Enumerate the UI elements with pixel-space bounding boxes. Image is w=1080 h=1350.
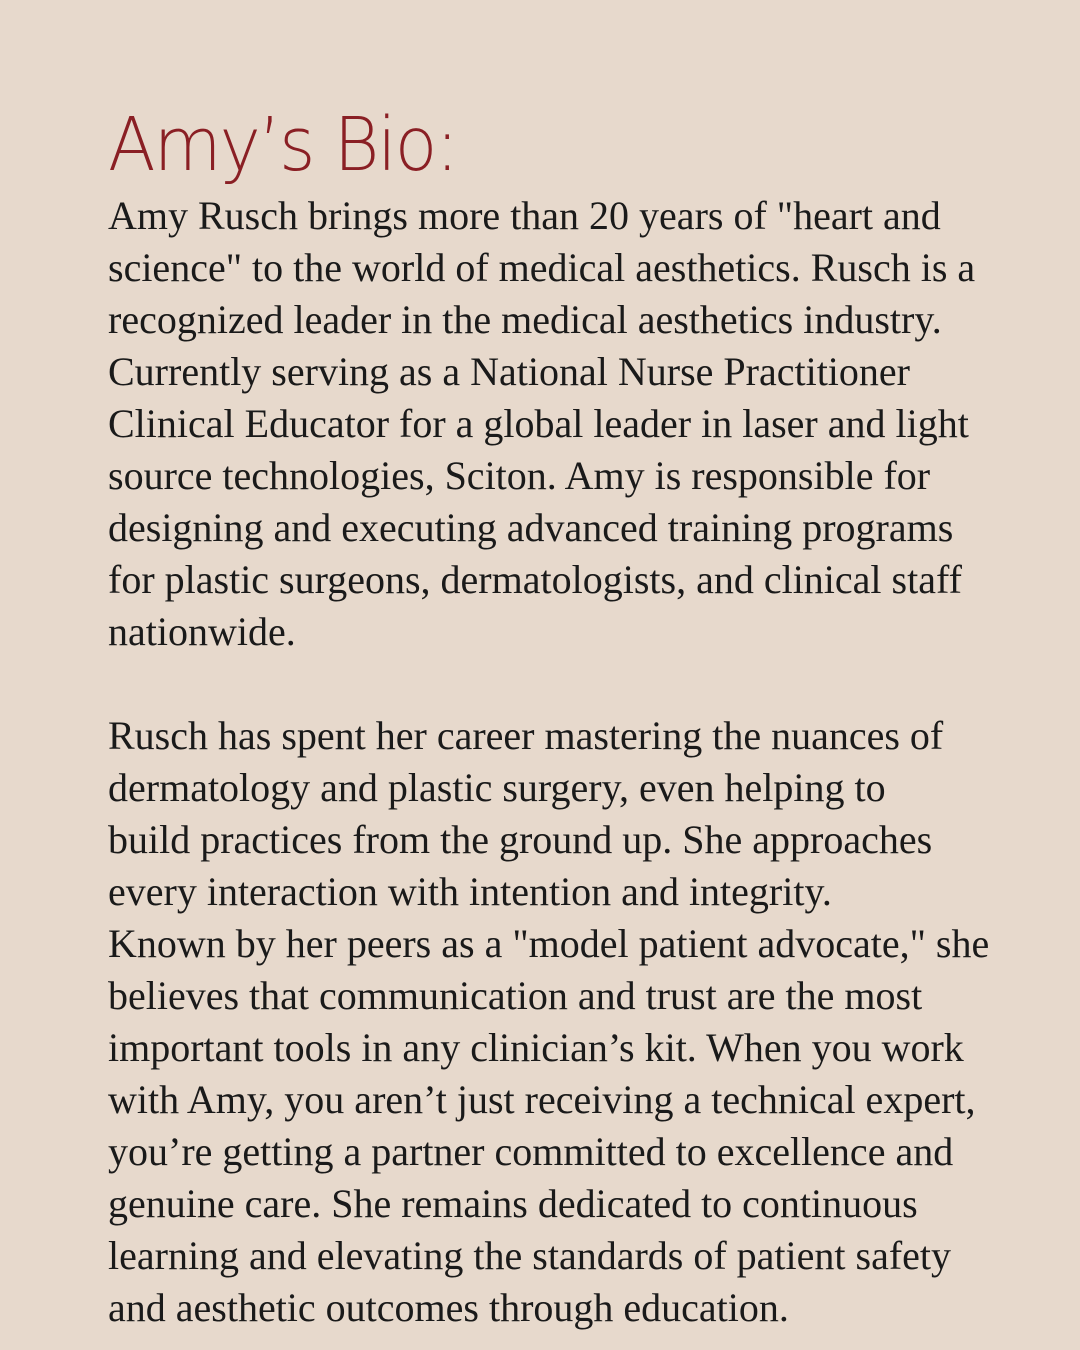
text-line: Amy Rusch brings more than 20 years of "heart and bbox=[108, 193, 941, 238]
paragraph-spacer bbox=[108, 658, 1028, 710]
text-line: dermatology and plastic surgery, even helping to bbox=[108, 765, 886, 810]
text-line: Rusch has spent her career mastering the nuances of bbox=[108, 713, 944, 758]
text-line: Known by her peers as a "model patient advocate," she bbox=[108, 921, 990, 966]
bio-paragraph-2 bbox=[108, 710, 1028, 1334]
text-line: Clinical Educator for a global leader in laser and light bbox=[108, 401, 969, 446]
text-line: learning and elevating the standards of patient safety bbox=[108, 1233, 952, 1278]
text-line: every interaction with intention and integrity. bbox=[108, 869, 832, 914]
page-title: Amy’s Bio: bbox=[108, 102, 458, 188]
text-line: with Amy, you aren’t just receiving a technical expert, bbox=[108, 1077, 976, 1122]
text-line: build practices from the ground up. She approaches bbox=[108, 817, 933, 862]
text-line: and aesthetic outcomes through education. bbox=[108, 1285, 789, 1330]
text-line: you’re getting a partner committed to excellence and bbox=[108, 1129, 954, 1174]
text-line: nationwide. bbox=[108, 609, 296, 654]
text-line: important tools in any clinician’s kit. When you work bbox=[108, 1025, 964, 1070]
text-line: believes that communication and trust are the most bbox=[108, 973, 923, 1018]
text-line: for plastic surgeons, dermatologists, and clinical staff bbox=[108, 557, 962, 602]
bio-page bbox=[108, 100, 1028, 1334]
text-line: science" to the world of medical aesthetics. Rusch is a bbox=[108, 245, 976, 290]
text-line: designing and executing advanced training programs bbox=[108, 505, 954, 550]
text-line: source technologies, Sciton. Amy is responsible for bbox=[108, 453, 931, 498]
bio-paragraph-1 bbox=[108, 190, 1028, 658]
text-line: genuine care. She remains dedicated to continuous bbox=[108, 1181, 918, 1226]
text-line: recognized leader in the medical aesthetics industry. bbox=[108, 297, 942, 342]
text-line: Currently serving as a National Nurse Practitioner bbox=[108, 349, 910, 394]
